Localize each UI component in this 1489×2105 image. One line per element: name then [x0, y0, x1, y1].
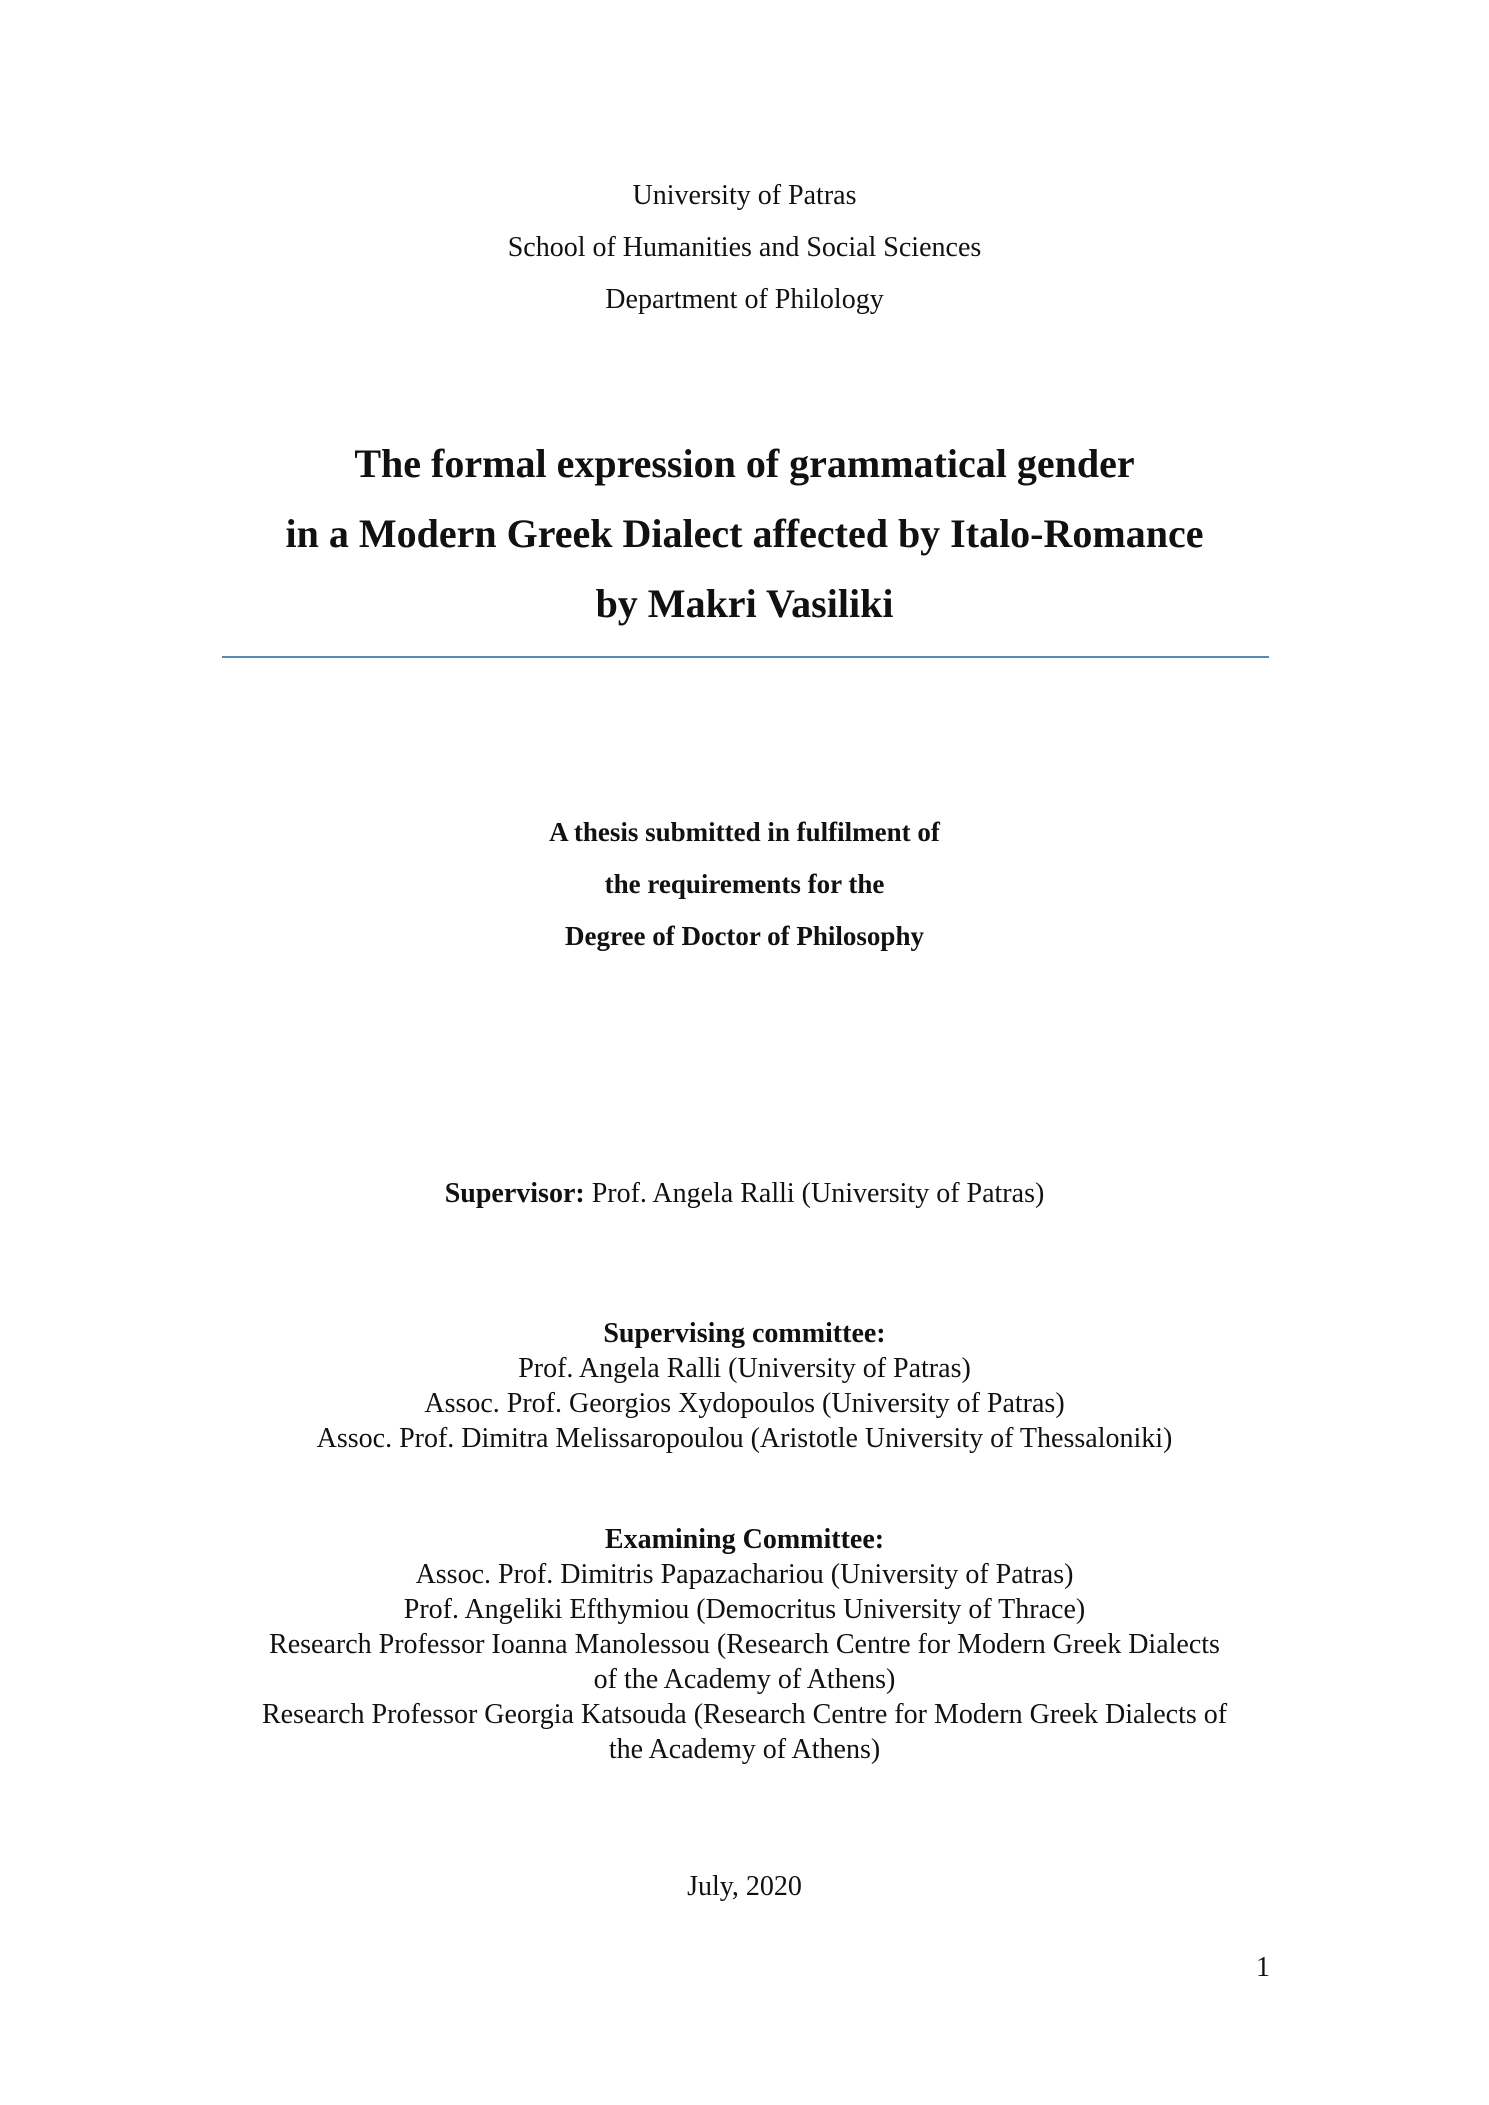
supervising-committee-heading: Supervising committee: — [603, 1318, 886, 1349]
title-line-1: The formal expression of grammatical gender — [354, 441, 1135, 486]
supervising-committee-member: Assoc. Prof. Georgios Xydopoulos (University of Patras) — [424, 1388, 1065, 1419]
author-line: by Makri Vasiliki — [595, 581, 894, 626]
examining-committee-line: Prof. Angeliki Efthymiou (Democritus University of Thrace) — [403, 1594, 1086, 1625]
supervisor-name: Prof. Angela Ralli (University of Patras) — [584, 1178, 1045, 1209]
supervisor-label: Supervisor: — [444, 1178, 585, 1209]
title-divider — [222, 656, 1269, 658]
examining-committee-line: Research Professor Georgia Katsouda (Research Centre for Modern Greek Dialects of — [261, 1699, 1228, 1730]
examining-committee-line: of the Academy of Athens) — [593, 1664, 896, 1695]
examining-committee-line: the Academy of Athens) — [608, 1734, 881, 1765]
thesis-statement-line-1: A thesis submitted in fulfilment of — [549, 817, 940, 847]
page-number: 1 — [1256, 1952, 1270, 1983]
examining-committee-line: Research Professor Ioanna Manolessou (Research Centre for Modern Greek Dialects — [269, 1629, 1220, 1660]
thesis-statement-line-2: the requirements for the — [604, 869, 885, 899]
examining-committee-line: Assoc. Prof. Dimitris Papazachariou (University of Patras) — [415, 1559, 1074, 1590]
school-name: School of Humanities and Social Sciences — [507, 232, 982, 263]
supervising-committee-member: Assoc. Prof. Dimitra Melissaropoulou (Aristotle University of Thessaloniki) — [316, 1423, 1173, 1454]
supervisor-line — [0, 1178, 1489, 1210]
examining-committee-heading: Examining Committee: — [604, 1524, 885, 1555]
submission-date: July, 2020 — [687, 1871, 802, 1902]
title-line-2: in a Modern Greek Dialect affected by Italo-Romance — [285, 511, 1204, 556]
thesis-statement-line-3: Degree of Doctor of Philosophy — [565, 921, 924, 951]
department-name: Department of Philology — [605, 284, 884, 315]
supervising-committee-member: Prof. Angela Ralli (University of Patras) — [518, 1353, 971, 1384]
university-name: University of Patras — [632, 180, 857, 211]
